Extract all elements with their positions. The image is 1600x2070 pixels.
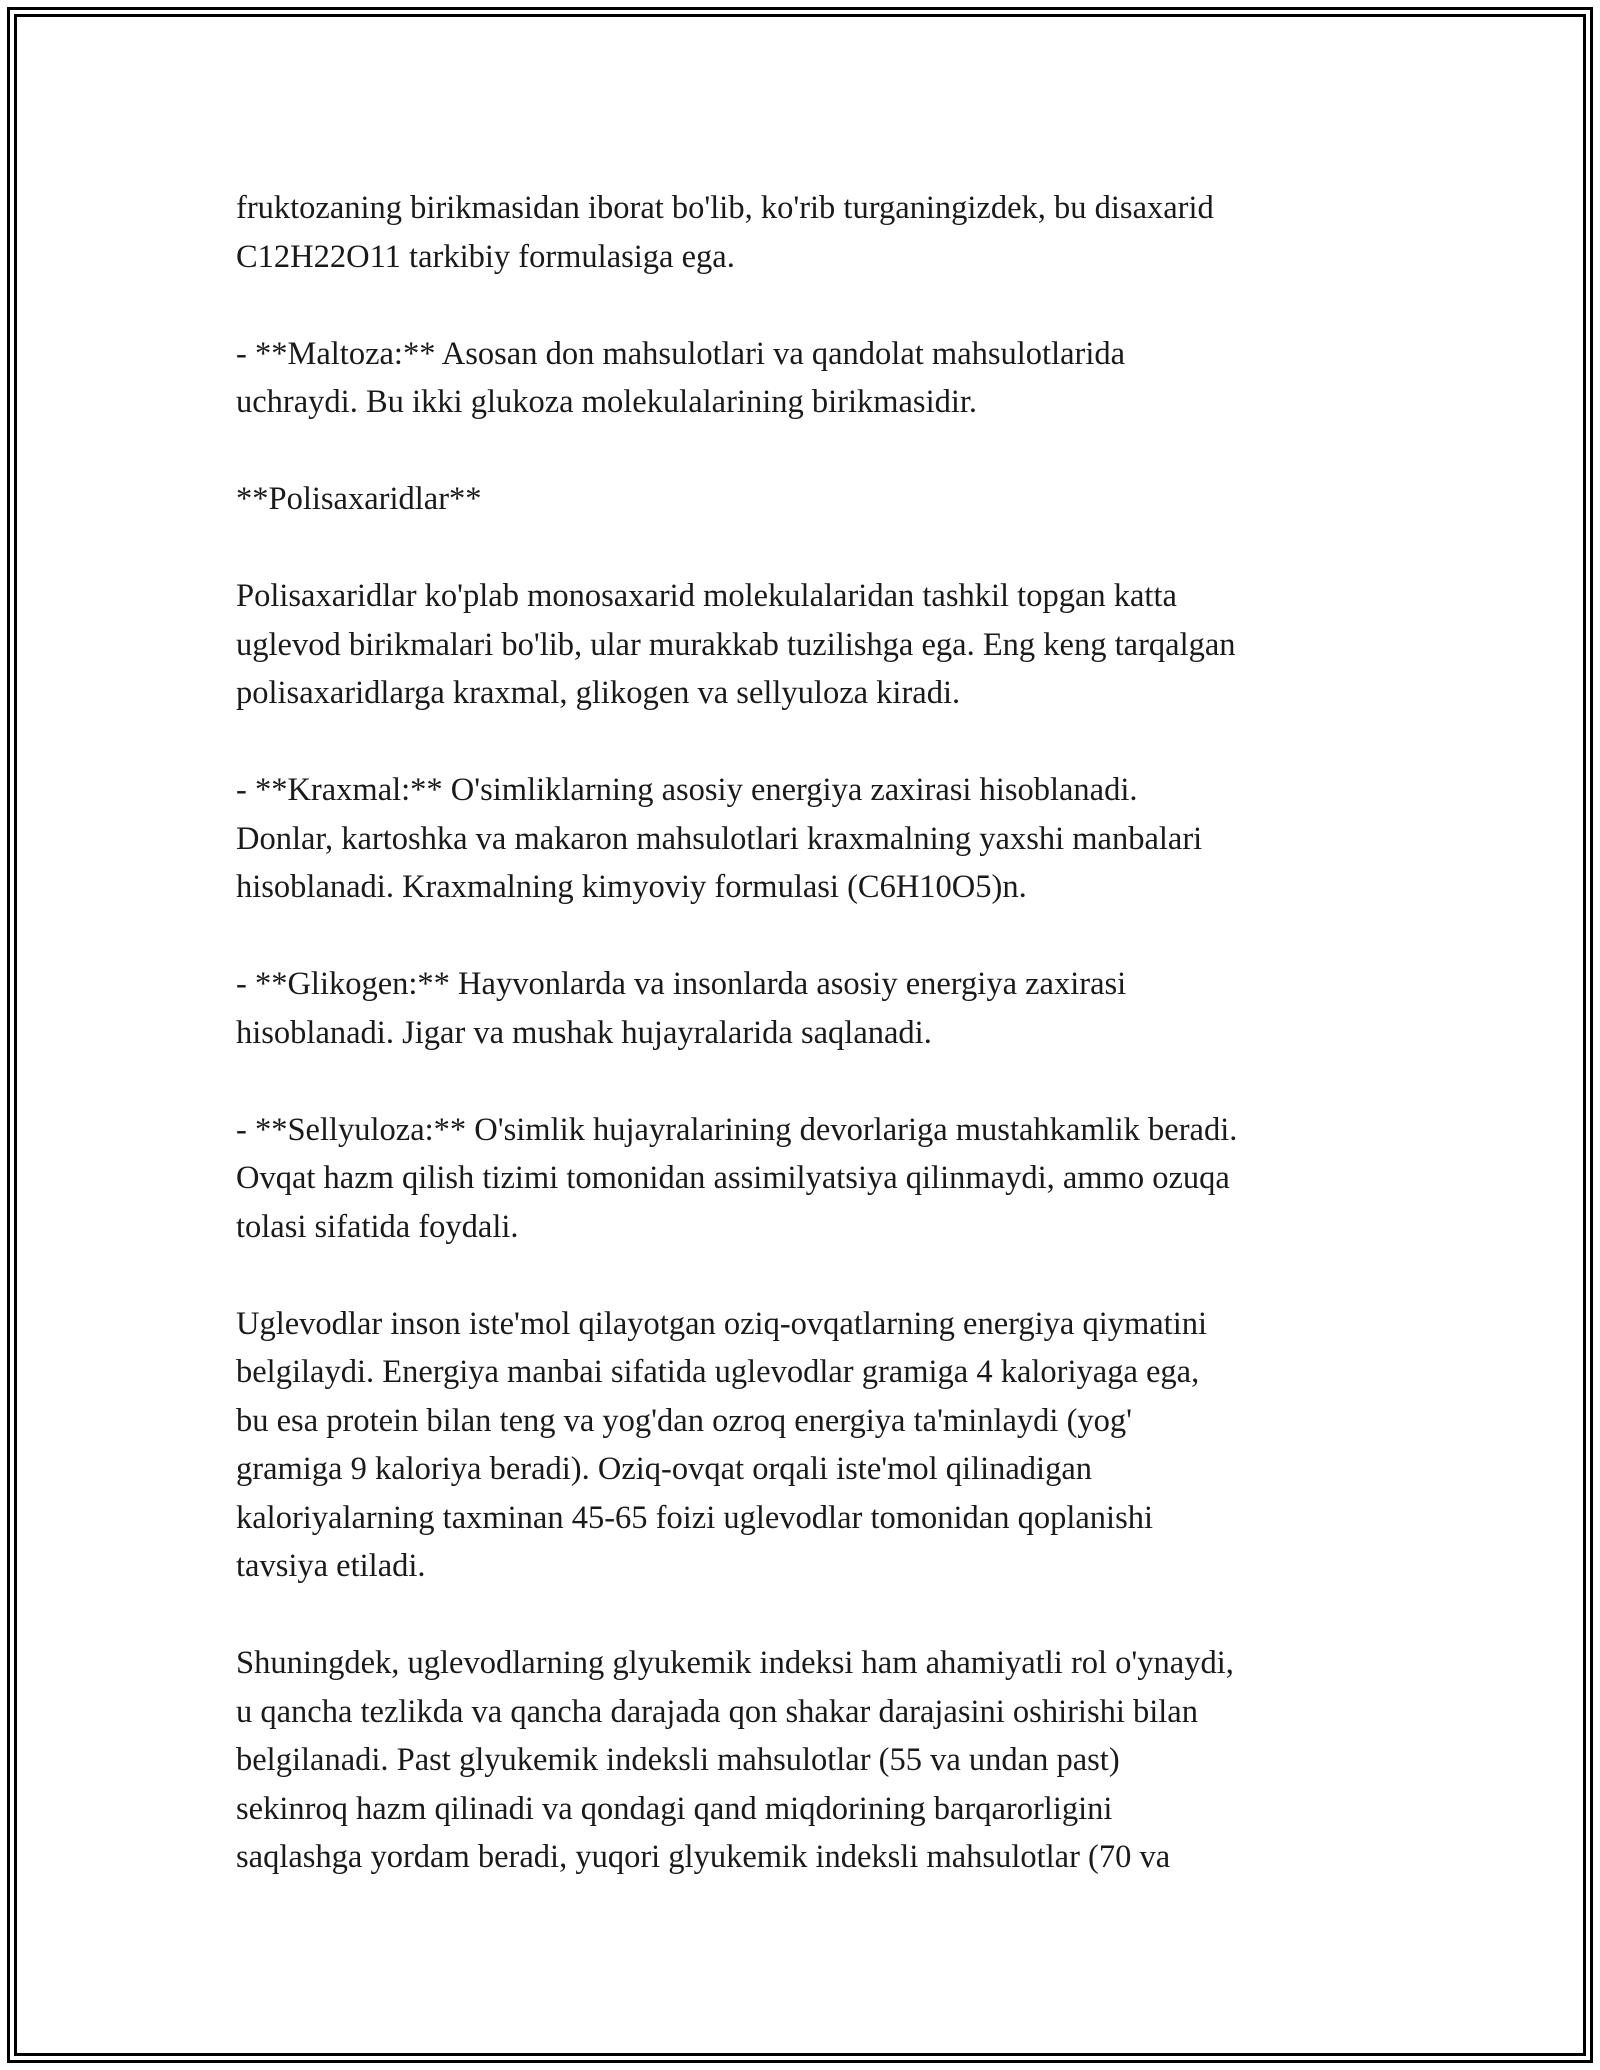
paragraph-sellyuloza: - **Sellyuloza:** O'simlik hujayralarining devorlariga mustahkamlik beradi. Ovqat hazm qilish tizimi tomonidan assimilyatsiya qilinmaydi, ammo ozuqa tolasi sifatida foydali. <box>236 1111 1238 1245</box>
paragraph-kraxmal: - **Kraxmal:** O'simliklarning asosiy energiya zaxirasi hisoblanadi. Donlar, kartoshka va makaron mahsulotlari kraxmalning yaxshi manbalari hisoblanadi. Kraxmalning kimyoviy formulasi (C6H10O5)n. <box>236 772 1203 905</box>
section-heading-polisaxaridlar: **Polisaxaridlar** <box>236 481 482 517</box>
paragraph-energiya: Uglevodlar inson iste'mol qilayotgan oziq-ovqatlarning energiya qiymatini belgilaydi. Energiya manbai sifatida uglevodlar gramiga 4 kaloriyaga ega, bu esa protein bilan teng va yog'dan ozroq energiya ta'minlaydi (yog' gramiga 9 kaloriya beradi). Oziq-ovqat orqali iste'mol qilinadigan kaloriyalarning taxminan 45-65 foizi uglevodlar tomonidan qoplanishi tavsiya etiladi. <box>236 1305 1208 1584</box>
paragraph-glikogen: - **Glikogen:** Hayvonlarda va insonlarda asosiy energiya zaxirasi hisoblanadi. Jigar va mushak hujayralarida saqlanadi. <box>236 966 1127 1051</box>
paragraph-polisaxaridlar: Polisaxaridlar ko'plab monosaxarid molekulalaridan tashkil topgan katta uglevod birikmalari bo'lib, ular murakkab tuzilishga ega. Eng keng tarqalgan polisaxaridlarga kraxmal, glikogen va sellyuloza kiradi. <box>236 578 1236 711</box>
paragraph-fruktoza: fruktozaning birikmasidan iborat bo'lib, ko'rib turganingizdek, bu disaxarid C12H22O11 tarkibiy formulasiga ega. <box>236 190 1214 275</box>
document-body <box>236 184 1386 1882</box>
paragraph-maltoza: - **Maltoza:** Asosan don mahsulotlari va qandolat mahsulotlarida uchraydi. Bu ikki glukoza molekulalarining birikmasidir. <box>236 335 1126 420</box>
paragraph-glyukemik-indeks: Shuningdek, uglevodlarning glyukemik indeksi ham ahamiyatli rol o'ynaydi, u qancha tezlikda va qancha darajada qon shakar darajasini oshirishi bilan belgilanadi. Past glyukemik indeksli mahsulotlar (55 va undan past) sekinroq hazm qilinadi va qondagi qand miqdorining barqarorligini saqlashga yordam beradi, yuqori glyukemik indeksli mahsulotlar (70 va <box>236 1645 1234 1875</box>
